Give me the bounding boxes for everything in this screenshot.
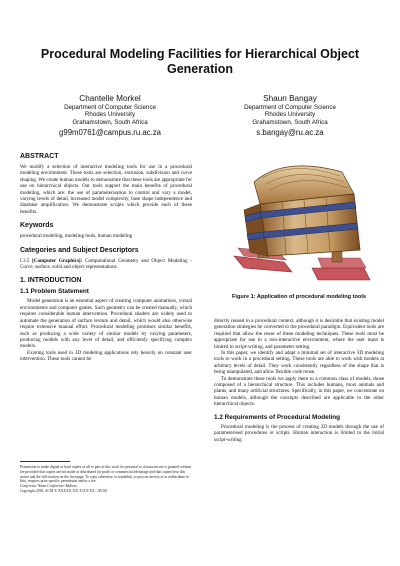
requirements-heading: 1.2 Requirements of Procedural Modeling [214, 413, 341, 421]
introduction-heading: 1. INTRODUCTION [20, 277, 82, 285]
abstract-heading: ABSTRACT [20, 153, 59, 160]
category-code: I.3.5 [20, 257, 30, 264]
footnote-divider [20, 461, 70, 462]
author-block-1 [20, 94, 200, 138]
author-location: Grahamstown, South Africa [252, 118, 328, 126]
left-column [20, 152, 192, 363]
author-location: Grahamstown, South Africa [72, 118, 148, 126]
categories-heading: Categories and Subject Descriptors [20, 246, 139, 254]
problem-statement-heading: 1.1 Problem Statement [20, 288, 89, 296]
permission-text: Permission to make digital or hard copies of all or part of this work for personal or classroom use is granted without fee provided that copies are not made or distributed for profit or commercial advantage and that copies bear this notice and the full citation on the first page. To copy otherwise, to republish, to post on servers or to redistribute to lists, requires prior specific permission and/or a fee. [20, 465, 192, 484]
intro-paragraph-2: Existing tools used in 3D modeling applications rely heavily on constant user intervention. These tools cannot be [20, 349, 192, 363]
figure-caption: Figure 1: Application of procedural modeling tools [231, 294, 367, 300]
author-department: Department of Computer Science [244, 104, 336, 111]
author-department: Department of Computer Science [64, 104, 156, 111]
author-email[interactable]: s.bangay@ru.ac.za [256, 128, 324, 138]
keywords-heading: Keywords [20, 222, 54, 230]
right-paragraph-3: To demonstrate these tools we apply them to a common class of models, those composed of a hierarchical structure. This includes humans, most animals and plants, and many artificial structures. Specifically, in this paper, we concentrate on human models, although the concepts described are applicable to the other hierarchical objects. [214, 375, 384, 408]
figure-1 [214, 152, 382, 287]
right-column [214, 318, 384, 443]
wooden-chest-creature-with-feet-icon [214, 152, 382, 287]
right-paragraph-4: Procedural modeling is the process of creating 3D models through the use of parameterised procedures or scripts. Human interaction is limited to the initial script-writing [214, 423, 384, 443]
keywords-text: procedural modeling, modeling tools, human modeling [20, 233, 133, 240]
author-name: Chantelle Morkel [79, 94, 141, 103]
intro-paragraph-1: Model generation is an essential aspect of creating computer animations, virtual environments and computer games. Such geometry can be created manually, which requires considerable human intervention. Procedural shaders are widely used to automate the generation of surface texture and detail, which would also otherwise require extensive manual effort. Procedural modeling promises similar benefits, such as producing a wide variety of similar models by varying parameters, producing models with any level of detail, and efficiently specifying complex models. [20, 298, 192, 350]
category-description: Computational Geometry and Object Modeling - Curve, surface, solid and object representations [20, 257, 192, 271]
abstract-text: We modify a selection of interactive modeling tools for use in a procedural modeling environment. These tools are selection, extrusion, subdivision and curve shaping. We create human models to demonstrate that these tools are appropriate for use on hierarchical objects. Our tools support the main benefits of procedural modeling, which are: the use of parameterisation to control and vary a model, varying levels of detail, increased model complexity, base shape independence and database amplification. We demonstrate scripts which provide each of these benefits. [20, 164, 192, 215]
copyright-line: Copyright 2018, ACM X-XXXXX-XX-X/XX/XX ...$5.00. [20, 488, 108, 493]
category-label: [Computer Graphics]: [32, 257, 83, 264]
permission-notice [20, 465, 192, 494]
paper-title: Procedural Modeling Facilities for Hierarchical Object Generation [40, 47, 360, 76]
author-university: Rhodes University [264, 111, 316, 119]
conference-name: Conference Name Conference Address [20, 484, 77, 489]
right-paragraph-1: directly reused in a procedural context, although it is desirable that existing model generation strategies be converted to the procedural paradigm. Equivalent tools are required that allow the reuse of these modeling techniques. These tools must be appropriate for use in a non-interactive environment, where the user input is limited to script-writing, and parameter setting. [214, 318, 384, 350]
categories-text [20, 258, 192, 271]
author-block-2 [200, 94, 380, 138]
author-name: Shaun Bangay [263, 94, 317, 103]
author-university: Rhodes University [84, 111, 136, 119]
right-paragraph-2: In this paper, we identify and adapt a minimal set of interactive 3D modeling tools to work in a procedural setting. These tools are able to work with models at arbitrary levels of detail. They work consistently regardless of the shape that is being manipulated, and allow flexible code reuse. [214, 350, 384, 376]
author-email[interactable]: g99m0761@campus.ru.ac.za [59, 128, 161, 138]
